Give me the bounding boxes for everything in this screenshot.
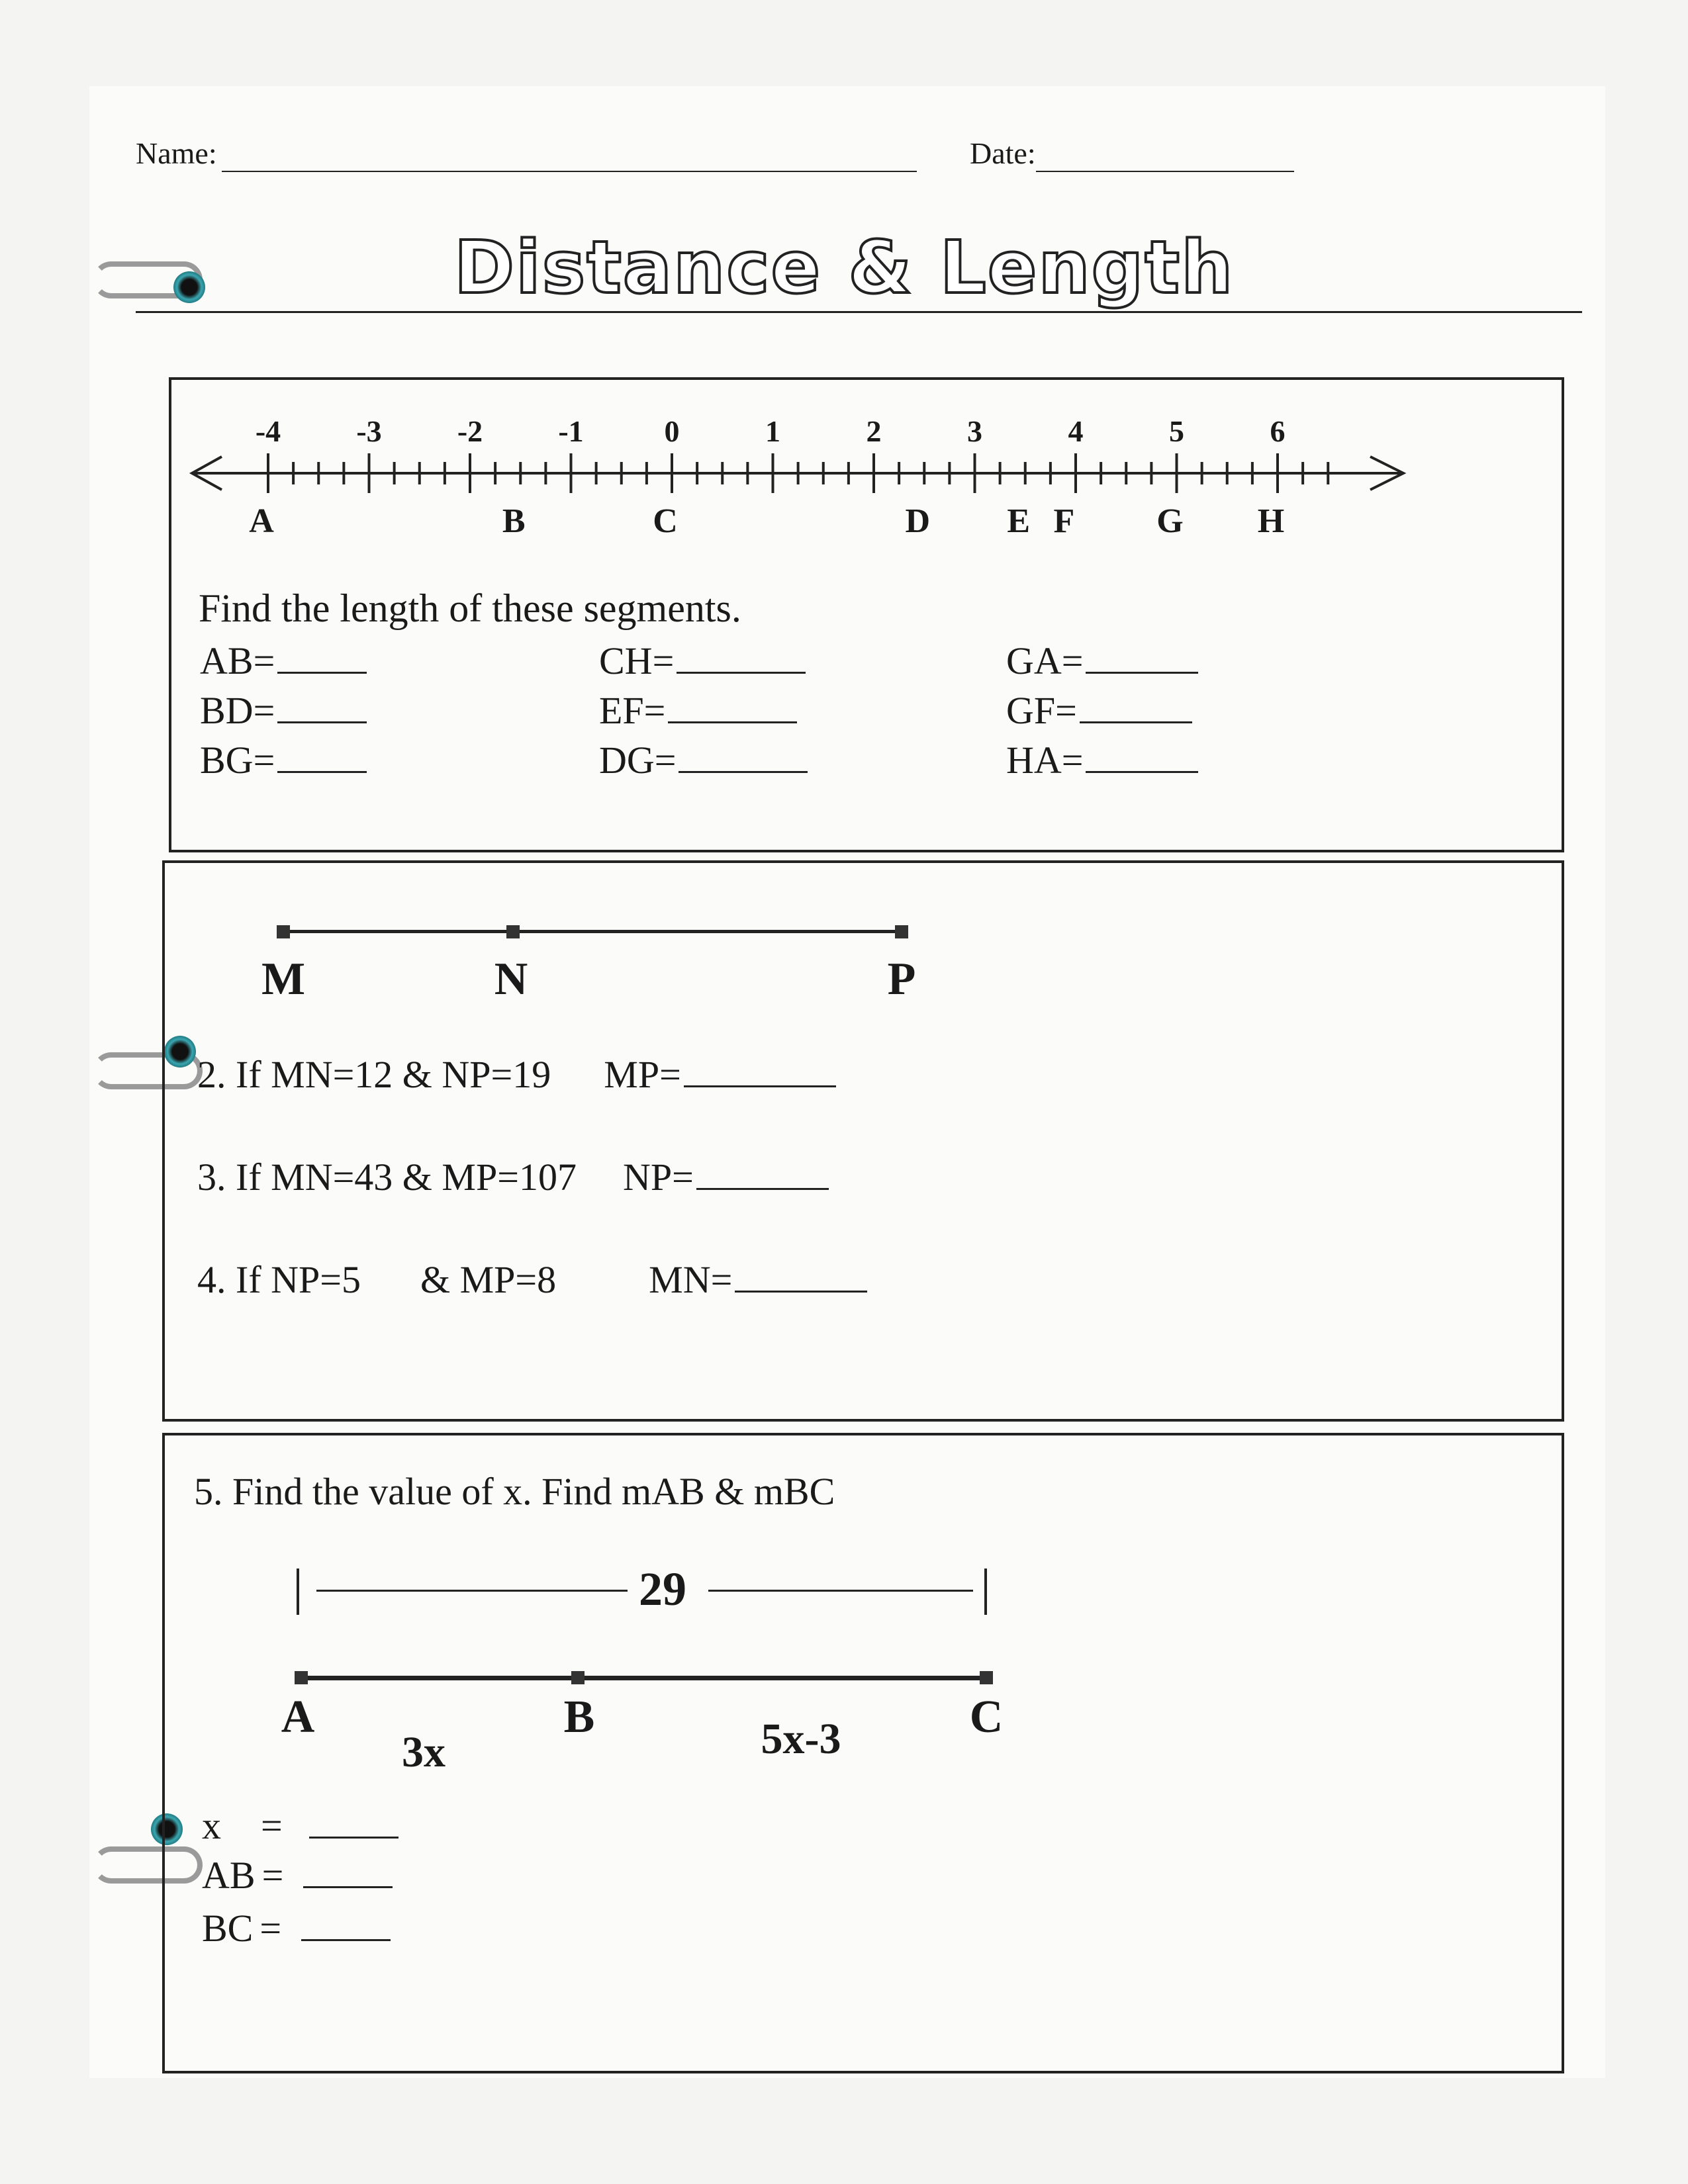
point-label-f: F <box>1053 502 1075 540</box>
point-m-dot <box>277 925 290 938</box>
dg-answer[interactable] <box>679 768 808 773</box>
tick-number: 2 <box>866 414 882 448</box>
tick-number: -1 <box>558 414 584 448</box>
tick-number: 5 <box>1169 414 1184 448</box>
ef-answer[interactable] <box>668 719 797 723</box>
point-label-h: H <box>1257 502 1285 540</box>
bc-answer-label: BC <box>202 1907 254 1950</box>
segment-mp <box>281 930 904 933</box>
x-equals: = <box>261 1804 283 1847</box>
x-answer[interactable] <box>309 1834 399 1839</box>
tick-number: 3 <box>967 414 982 448</box>
ef-label: EF= <box>599 689 666 732</box>
point-p-label: P <box>887 954 916 1005</box>
measure-right-tick <box>984 1569 987 1615</box>
gf-answer[interactable] <box>1080 719 1192 723</box>
point-b-dot <box>571 1671 585 1684</box>
question-4-part1: 4. If NP=5 <box>197 1258 361 1301</box>
dg-label: DG= <box>599 739 677 782</box>
bd-label: BD= <box>200 689 275 732</box>
title-rule <box>136 311 1582 313</box>
segment-bc-expression: 5x-3 <box>761 1715 841 1763</box>
question-2 <box>197 1052 836 1097</box>
question-3-text: 3. If MN=43 & MP=107 <box>197 1156 577 1199</box>
tick-number: -2 <box>457 414 483 448</box>
bd-answer[interactable] <box>277 719 367 723</box>
page-title: Distance & Length <box>453 225 1235 310</box>
question-5: 5. Find the value of x. Find mAB & mBC <box>194 1470 835 1513</box>
bg-answer[interactable] <box>277 768 367 773</box>
gf-label: GF= <box>1006 689 1077 732</box>
point-label-a: A <box>249 502 274 540</box>
tick-number: -3 <box>356 414 382 448</box>
segment-ac <box>299 1676 988 1680</box>
name-label: Name: <box>136 136 217 170</box>
segment-instruction: Find the length of these segments. <box>199 586 741 630</box>
tick-number: 6 <box>1270 414 1286 448</box>
tick-number: 0 <box>664 414 680 448</box>
point-label-d: D <box>905 502 931 540</box>
name-blank[interactable] <box>222 171 917 172</box>
point-label-g: G <box>1156 502 1184 540</box>
x-answer-label: x <box>202 1804 221 1847</box>
point-n-dot <box>506 925 520 938</box>
mn-answer[interactable] <box>735 1288 867 1293</box>
total-length-label: 29 <box>639 1563 686 1615</box>
date-label: Date: <box>970 136 1036 170</box>
mp-answer[interactable] <box>684 1083 836 1087</box>
point-p-dot <box>895 925 908 938</box>
ab-equals: = <box>261 1854 284 1897</box>
measure-line-right <box>708 1590 973 1592</box>
question-4-part2: & MP=8 <box>420 1258 557 1301</box>
tick-number: 4 <box>1068 414 1084 448</box>
point-c-dot <box>980 1671 993 1684</box>
point-b-label: B <box>563 1692 595 1743</box>
question-3 <box>197 1155 829 1199</box>
ga-answer[interactable] <box>1086 669 1198 674</box>
ch-answer[interactable] <box>677 669 806 674</box>
ab-length-answer[interactable] <box>303 1884 393 1888</box>
segment-ab-expression: 3x <box>402 1728 445 1776</box>
tick-number: 1 <box>765 414 780 448</box>
question-3-ask: NP= <box>622 1156 694 1199</box>
point-label-b: B <box>502 502 526 540</box>
point-label-c: C <box>653 502 678 540</box>
question-2-text: 2. If MN=12 & NP=19 <box>197 1053 551 1096</box>
ab-answer[interactable] <box>277 669 367 674</box>
point-n-label: N <box>494 954 528 1005</box>
bc-length-answer[interactable] <box>301 1936 391 1941</box>
question-2-ask: MP= <box>604 1053 681 1096</box>
np-answer[interactable] <box>696 1185 829 1190</box>
tick-number: -4 <box>255 414 281 448</box>
point-a-dot <box>295 1671 308 1684</box>
measure-left-tick <box>297 1569 299 1615</box>
section-segment-mnp <box>162 860 1564 1422</box>
question-4 <box>197 1257 867 1302</box>
ha-label: HA= <box>1006 739 1084 782</box>
ga-label: GA= <box>1006 639 1084 682</box>
ch-label: CH= <box>599 639 675 682</box>
point-label-e: E <box>1007 502 1031 540</box>
bc-equals: = <box>259 1907 282 1950</box>
point-m-label: M <box>261 954 306 1005</box>
date-blank[interactable] <box>1036 171 1294 172</box>
ab-label: AB= <box>200 639 275 682</box>
point-c-label: C <box>969 1692 1004 1743</box>
measure-line-left <box>316 1590 628 1592</box>
point-a-label: A <box>281 1692 315 1743</box>
ab-answer-label: AB <box>202 1854 256 1897</box>
bg-label: BG= <box>200 739 275 782</box>
question-4-ask: MN= <box>649 1258 733 1301</box>
ha-answer[interactable] <box>1086 768 1198 773</box>
section-find-x <box>162 1433 1564 2073</box>
